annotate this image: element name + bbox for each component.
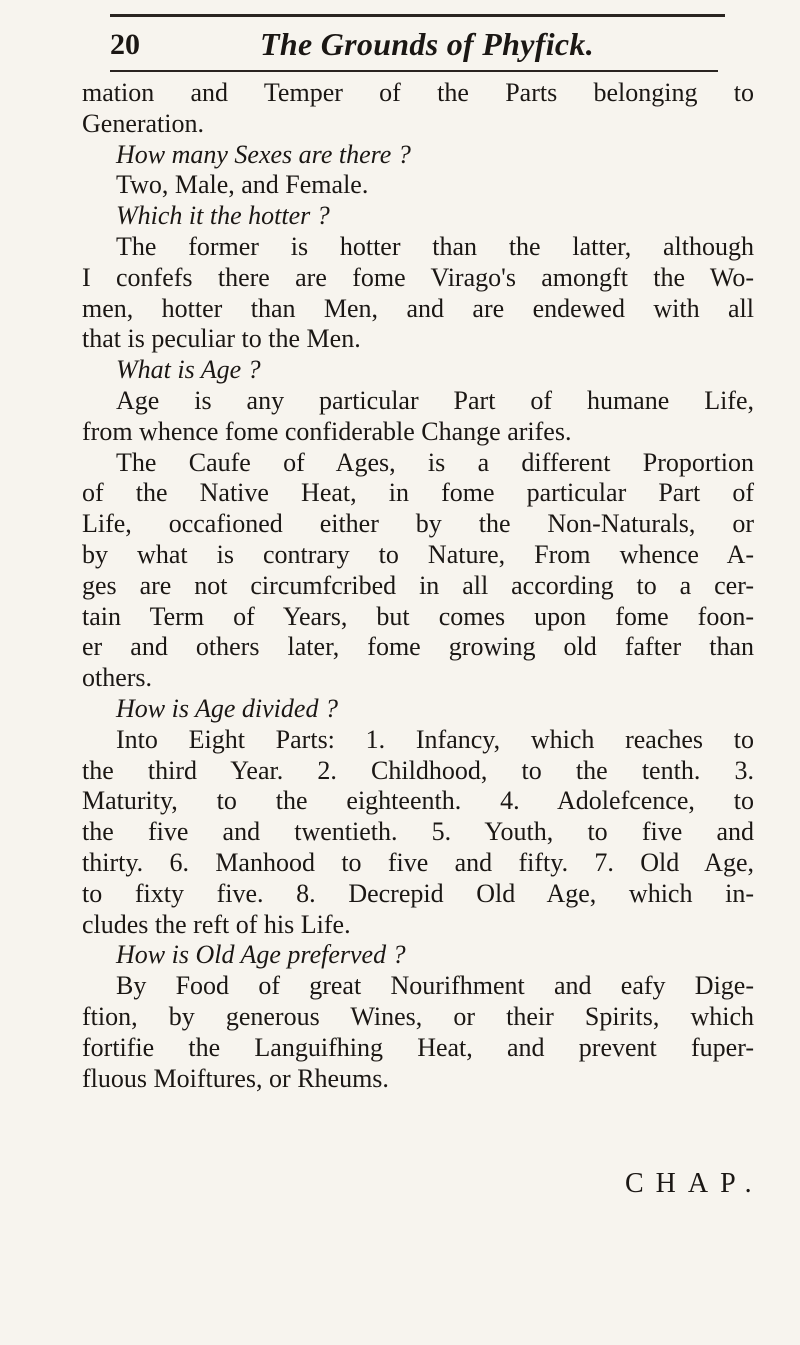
text-line: from whence fome confiderable Change arifes. <box>82 416 572 446</box>
running-head: The Grounds of Phyfick. <box>260 26 595 62</box>
question-line: How is Age divided ? <box>116 693 338 723</box>
text-line: that is peculiar to the Men. <box>82 324 361 354</box>
text-line: ges are not circumfcribed in all according to a cer- <box>82 570 754 600</box>
catchword: CHAP. <box>625 1168 764 1199</box>
answer-line: Two, Male, and Female. <box>116 170 369 200</box>
text-line: ftion, by generous Wines, or their Spirits, which <box>82 1001 754 1031</box>
text-line: Maturity, to the eighteenth. 4. Adolefcence, to <box>82 786 754 816</box>
text-line: tain Term of Years, but comes upon fome foon- <box>82 601 754 631</box>
text-line: Age is any particular Part of humane Life, <box>116 385 754 415</box>
text-line: Generation. <box>82 108 205 138</box>
question-line: How is Old Age preferved ? <box>116 940 406 970</box>
body-text <box>82 78 754 1094</box>
text-line: I confefs there are fome Virago's amongft the Wo- <box>82 262 754 292</box>
text-line: fluous Moiftures, or Rheums. <box>82 1063 389 1093</box>
text-line: of the Native Heat, in fome particular Part of <box>82 478 754 508</box>
text-line: Into Eight Parts: 1. Infancy, which reaches to <box>116 724 754 754</box>
text-line: er and others later, fome growing old fafter than <box>82 632 754 662</box>
text-line: cludes the reft of his Life. <box>82 909 351 939</box>
header-rule-top <box>110 14 725 17</box>
text-line: fortifie the Languifhing Heat, and prevent fuper- <box>82 1032 754 1062</box>
page-number: 20 <box>110 28 140 61</box>
text-line: mation and Temper of the Parts belonging to <box>82 78 754 107</box>
text-line: the five and twentieth. 5. Youth, to five and <box>82 817 754 847</box>
text-line: others. <box>82 663 153 693</box>
text-line: by what is contrary to Nature, From whence A- <box>82 539 754 569</box>
text-line: to fixty five. 8. Decrepid Old Age, which in- <box>82 878 754 908</box>
text-line: the third Year. 2. Childhood, to the tenth. 3. <box>82 755 754 785</box>
text-line: Life, occafioned either by the Non-Naturals, or <box>82 509 754 539</box>
question-line: How many Sexes are there ? <box>116 139 411 169</box>
question-line: What is Age ? <box>116 355 261 385</box>
page-header <box>110 24 750 68</box>
text-line: The former is hotter than the latter, although <box>116 231 754 261</box>
header-rule-bottom <box>110 70 718 72</box>
text-line: The Caufe of Ages, is a different Proportion <box>116 447 754 477</box>
text-line: men, hotter than Men, and are endewed with all <box>82 293 754 323</box>
question-line: Which it the hotter ? <box>116 201 330 231</box>
text-line: By Food of great Nourifhment and eafy Dige- <box>116 971 754 1001</box>
text-line: thirty. 6. Manhood to five and fifty. 7. Old Age, <box>82 847 754 877</box>
